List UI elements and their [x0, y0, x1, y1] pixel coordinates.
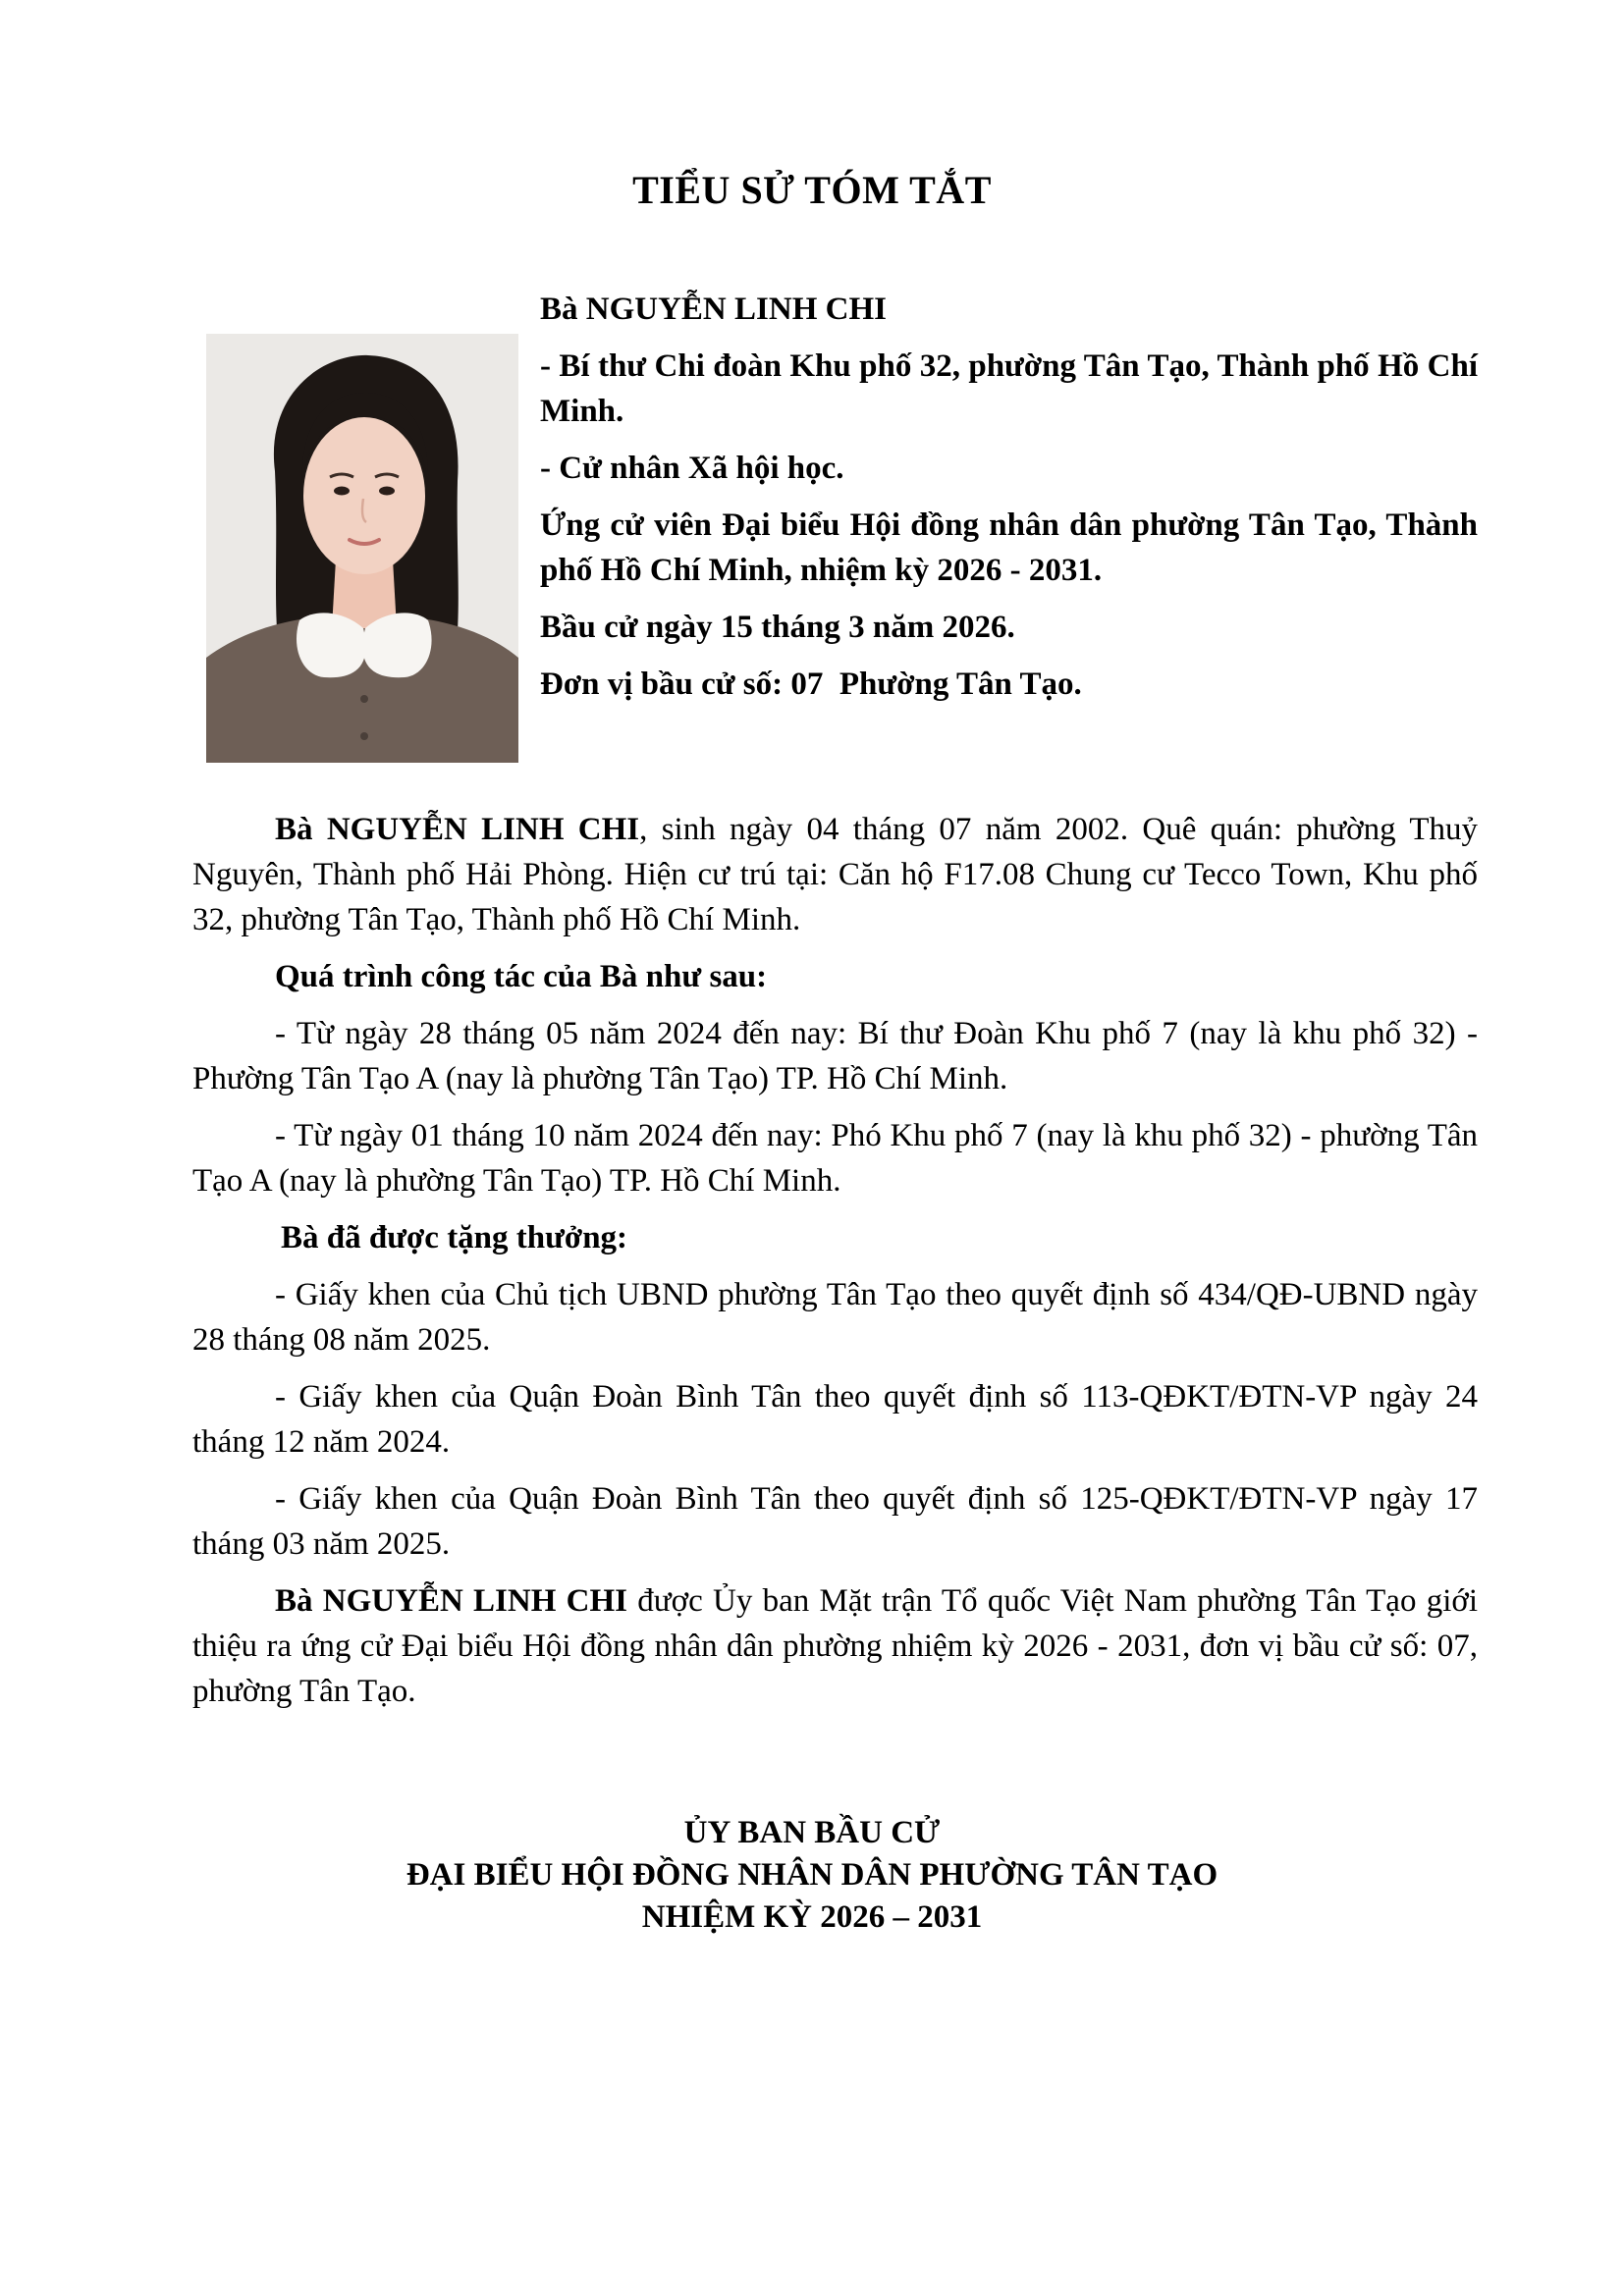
- intro-name: Bà NGUYỄN LINH CHI: [275, 812, 640, 847]
- award-item: - Giấy khen của Quận Đoàn Bình Tân theo quyết định số 113-QĐKT/ĐTN-VP ngày 24 tháng 12 năm 2024.: [192, 1379, 1478, 1460]
- candidate-name: Bà NGUYỄN LINH CHI: [540, 292, 887, 327]
- constituency-label: Đơn vị bầu cử số: 07: [540, 667, 824, 702]
- collar-right: [362, 613, 431, 677]
- nomination-name: Bà NGUYỄN LINH CHI: [275, 1583, 628, 1619]
- committee-name-line1: ỦY BAN BẦU CỬ: [683, 1815, 941, 1850]
- page-title: TIỂU SỬ TÓM TẮT: [632, 168, 992, 212]
- candidate-degree: - Cử nhân Xã hội học.: [540, 451, 844, 486]
- left-eye: [334, 487, 350, 496]
- nomination-paragraph: [192, 1578, 1478, 1714]
- election-date: Bầu cử ngày 15 tháng 3 năm 2026.: [540, 610, 1015, 645]
- portrait-illustration: [206, 334, 518, 763]
- constituency: [540, 662, 1478, 707]
- award-item: - Giấy khen của Quận Đoàn Bình Tân theo quyết định số 125-QĐKT/ĐTN-VP ngày 17 tháng 03 năm 2025.: [192, 1481, 1478, 1562]
- work-history-heading: Quá trình công tác của Bà như sau:: [275, 959, 768, 994]
- candidate-position: - Bí thư Chi đoàn Khu phố 32, phường Tân Tạo, Thành phố Hồ Chí Minh.: [540, 348, 1478, 429]
- right-eye: [379, 487, 395, 496]
- work-history-item: - Từ ngày 28 tháng 05 năm 2024 đến nay: Bí thư Đoàn Khu phố 7 (nay là khu phố 32) - Phường Tân Tạo A (nay là phường Tân Tạo) TP. Hồ Chí Minh.: [192, 1016, 1478, 1096]
- collar-left: [297, 613, 366, 677]
- face: [303, 417, 425, 574]
- award-item: - Giấy khen của Chủ tịch UBND phường Tân Tạo theo quyết định số 434/QĐ-UBND ngày 28 tháng 08 năm 2025.: [192, 1277, 1478, 1358]
- dress-button: [360, 695, 368, 703]
- constituency-place: Phường Tân Tạo.: [839, 667, 1082, 702]
- dress-button: [360, 732, 368, 740]
- committee-name-line2: ĐẠI BIỂU HỘI ĐỒNG NHÂN DÂN PHƯỜNG TÂN TẠO: [406, 1857, 1218, 1893]
- committee-term: NHIỆM KỲ 2026 – 2031: [641, 1899, 983, 1935]
- signature-block: [0, 1812, 1624, 1939]
- portrait-photo: [206, 334, 518, 763]
- intro-paragraph: [192, 807, 1478, 942]
- awards-heading: Bà đã được tặng thưởng:: [281, 1220, 628, 1255]
- biography-body: [192, 807, 1478, 1726]
- work-history-item: - Từ ngày 01 tháng 10 năm 2024 đến nay: Phó Khu phố 7 (nay là khu phố 32) - phường Tân Tạo A (nay là phường Tân Tạo) TP. Hồ Chí Minh.: [192, 1118, 1478, 1199]
- intro-text: , sinh ngày 04 tháng 07 năm 2002. Quê quán: phường Thuỷ Nguyên, Thành phố Hải Phòng. Hiện cư trú tại: Căn hộ F17.08 Chung cư Tecco Town, Khu phố 32, phường Tân Tạo, Thành phố Hồ Chí Minh.: [192, 812, 1478, 937]
- candidacy-statement: Ứng cử viên Đại biểu Hội đồng nhân dân phường Tân Tạo, Thành phố Hồ Chí Minh, nhiệm kỳ 2026 - 2031.: [540, 507, 1478, 588]
- candidate-header: [540, 287, 1478, 719]
- nomination-text: được Ủy ban Mặt trận Tổ quốc Việt Nam phường Tân Tạo giới thiệu ra ứng cử Đại biểu Hội đồng nhân dân phường nhiệm kỳ 2026 - 2031, đơn vị bầu cử số: 07, phường Tân Tạo.: [192, 1583, 1479, 1709]
